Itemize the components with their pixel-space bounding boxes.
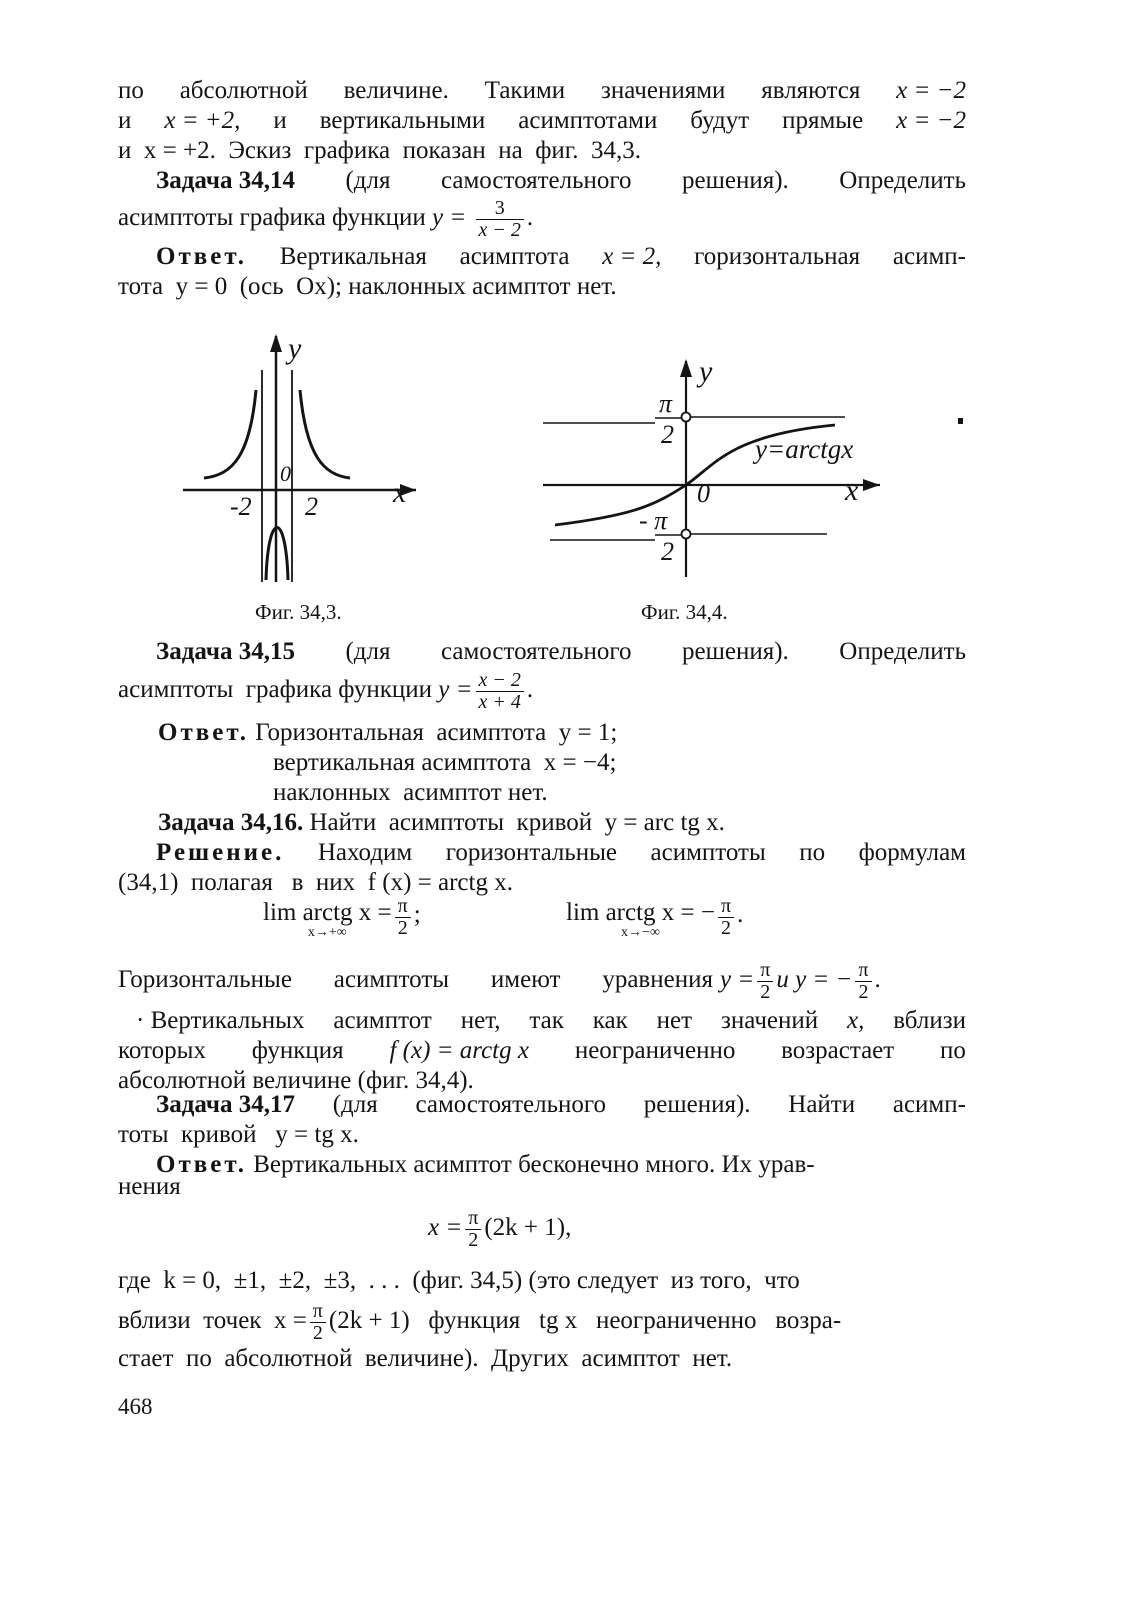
lim-main: lim arctg x = (263, 899, 392, 926)
word: асимптот (333, 1007, 432, 1034)
limits-formula (118, 895, 966, 950)
math-expression: y = (720, 966, 755, 993)
word: возрастает (781, 1037, 895, 1064)
tick-label-minus-pi: - π (639, 506, 668, 535)
numerator: π (395, 896, 411, 918)
display-formula (118, 1205, 966, 1251)
lim-block (566, 900, 715, 940)
lim-subscript: x→−∞ (621, 925, 660, 940)
answer-line (118, 718, 1006, 748)
numerator: 3 (476, 198, 524, 220)
math-expression: y = (438, 676, 473, 703)
math-expression: x = (428, 1214, 463, 1241)
word: горизонтальные (445, 839, 618, 866)
text: асимптоты графика функции (118, 204, 426, 231)
word: абсолютной (179, 77, 308, 104)
answer-label: Ответ. (156, 1151, 247, 1178)
paragraph-line: тоты кривой y = tg x. (118, 1121, 359, 1148)
equation (720, 958, 881, 1003)
x-axis-label: x (393, 476, 407, 509)
curve-label: y=arctgx (755, 434, 854, 464)
word: решения). (643, 1091, 751, 1118)
page-number: 468 (118, 1394, 153, 1419)
word: являются (761, 77, 861, 104)
math-expression: x = −2 (896, 77, 966, 104)
word: значениями (600, 77, 726, 104)
word: асимп- (892, 1091, 966, 1118)
origin-label: 0 (697, 479, 710, 508)
answer-label: Ответ. (156, 243, 247, 270)
limit-plus-infinity (263, 895, 421, 940)
numerator: π (757, 960, 773, 982)
word: нет, (460, 1007, 501, 1034)
paragraph-line (118, 106, 966, 136)
fraction (476, 198, 524, 241)
figure-caption: Фиг. 34,3. (255, 600, 342, 624)
period: . (526, 204, 534, 231)
period: . (526, 676, 534, 703)
word: Определить (839, 167, 966, 194)
fraction (465, 1208, 481, 1251)
word: как (592, 1007, 628, 1034)
denominator: 2 (312, 1321, 323, 1344)
word: формулам (858, 839, 966, 866)
word: вертикальными (319, 107, 486, 134)
word: величине. (343, 77, 449, 104)
word: функция (251, 1037, 344, 1064)
semicolon: ; (413, 901, 421, 928)
fraction (395, 896, 411, 939)
paragraph-line (118, 958, 966, 1002)
lim-main: lim arctg x = − (566, 899, 715, 926)
point-minus-pi-over-2 (682, 530, 691, 539)
text: асимптоты графика функции (118, 676, 433, 703)
figure-34-3 (178, 330, 428, 590)
period: . (737, 901, 744, 928)
solution-label: Решение. (156, 839, 285, 866)
y-axis-label: y (699, 355, 713, 388)
word: самостоятельного (440, 638, 632, 665)
denominator: 2 (760, 980, 771, 1003)
fraction (718, 896, 734, 939)
word: (для (345, 167, 391, 194)
word: самостоятельного (415, 1091, 607, 1118)
paragraph-line: (34,1) полагая в них f (x) = arctg x. (118, 869, 513, 896)
paragraph-line: и x = +2. Эскиз графика показан на фиг. 34,3. (118, 137, 641, 164)
task-heading (118, 808, 1006, 838)
origin-label: 0 (280, 461, 291, 486)
word: нет (656, 1007, 693, 1034)
paragraph-line: нения (118, 1173, 181, 1200)
denominator: x + 4 (478, 690, 521, 713)
word: асимптотами (518, 107, 658, 134)
word: Такими (484, 77, 566, 104)
fraction (310, 1301, 326, 1344)
math-expression: (2k + 1), (484, 1214, 572, 1241)
word: Горизонтальные (118, 966, 292, 993)
lim-block (263, 900, 392, 940)
math-expression: x = −2 (896, 107, 966, 134)
tick-label-2: 2 (661, 537, 674, 566)
answer-line: вертикальная асимптота x = −4; (273, 749, 617, 776)
fraction (757, 960, 773, 1003)
tick-label-minus-2: -2 (230, 492, 252, 521)
x-axis-label: x (845, 474, 859, 507)
curve-branch-right (300, 390, 350, 478)
word: неограниченно (574, 1037, 736, 1064)
math-expression: y = (432, 204, 467, 231)
task-title: Задача 34,15 (156, 638, 295, 665)
word: будут (690, 107, 750, 134)
denominator: 2 (721, 917, 732, 939)
fraction (476, 670, 524, 713)
task-heading (118, 1090, 966, 1120)
formula-x (428, 1205, 571, 1251)
y-axis-arrow-icon (680, 359, 692, 377)
numerator: π (465, 1208, 481, 1230)
paragraph-line: абсолютной величине (фиг. 34,4). (118, 1067, 474, 1094)
numerator: π (310, 1301, 326, 1323)
task-title: Задача 34,17 (156, 1091, 295, 1118)
task-title: Задача 34,16. (158, 809, 304, 836)
word: асимптоты (650, 839, 766, 866)
solution-line (118, 838, 966, 868)
word-group (118, 958, 713, 1002)
word: вблизи (893, 1007, 966, 1034)
numerator: π (718, 896, 734, 918)
y-axis-label: y (288, 332, 302, 365)
figure-caption: Фиг. 34,4. (641, 600, 728, 624)
math-expression: x = +2, (164, 107, 241, 134)
paragraph-line: тота y = 0 (ось Ox); наклонных асимптот нет. (118, 273, 617, 300)
math-expression: x, (847, 1007, 865, 1034)
paragraph-line (118, 196, 966, 240)
paragraph-line (118, 667, 966, 713)
word: асимп- (892, 243, 966, 270)
word: которых (118, 1037, 206, 1064)
period: . (874, 966, 881, 993)
paragraph-line: где k = 0, ±1, ±2, ±3, . . . (фиг. 34,5) (это следует из того, что (118, 1267, 800, 1294)
math-expression: и y = − (776, 966, 853, 993)
stray-mark (958, 418, 963, 424)
word: Определить (839, 638, 966, 665)
word: (для (332, 1091, 378, 1118)
limit-minus-infinity (566, 895, 744, 940)
word: по (799, 839, 826, 866)
math-expression: f (x) = arctg x (389, 1037, 529, 1064)
word: по (940, 1037, 966, 1064)
numerator: x − 2 (476, 670, 524, 692)
word: и (273, 107, 287, 134)
numerator: π (855, 960, 871, 982)
word: так (529, 1007, 564, 1034)
task-heading (118, 637, 966, 667)
word: (для (345, 638, 391, 665)
word: по (118, 77, 144, 104)
answer-text: Вертикальных асимптот бесконечно много. Их урав- (246, 1151, 815, 1178)
point-pi-over-2 (682, 413, 691, 422)
tick-label-2: 2 (661, 420, 674, 449)
tick-label-2: 2 (305, 492, 318, 521)
word: Вертикальная (279, 243, 427, 270)
word: значений (720, 1007, 819, 1034)
paragraph-line (118, 1036, 966, 1066)
fraction (855, 960, 871, 1003)
answer-line (118, 242, 966, 272)
word: решения). (682, 638, 789, 665)
denominator: 2 (468, 1228, 479, 1251)
y-axis-arrow-icon (270, 334, 282, 352)
tick-label-pi: π (659, 389, 673, 418)
word: имеют (490, 966, 561, 993)
paragraph-line (118, 1298, 966, 1344)
word: Находим (317, 839, 413, 866)
math-expression: x = 2, (602, 243, 662, 270)
word: · Вертикальных (136, 1007, 305, 1034)
word: горизонтальная (694, 243, 861, 270)
denominator: 2 (858, 980, 869, 1003)
text: (2k + 1) функция tg x неограниченно возра- (328, 1307, 842, 1334)
word: и (118, 107, 132, 134)
word: решения). (682, 167, 789, 194)
denominator: 2 (397, 917, 408, 939)
answer-line: наклонных асимптот нет. (273, 779, 548, 806)
word: Найти (788, 1091, 856, 1118)
answer-label: Ответ. (158, 719, 249, 746)
x-axis-arrow-icon (863, 479, 880, 491)
word: самостоятельного (440, 167, 632, 194)
word: прямые (782, 107, 864, 134)
task-heading (118, 166, 966, 196)
figure-34-4 (535, 355, 910, 580)
word: асимптоты (333, 966, 450, 993)
text: вблизи точек x = (118, 1307, 307, 1334)
paragraph-line (118, 76, 966, 106)
word: асимптота (459, 243, 570, 270)
curve-branch-left (204, 390, 256, 478)
task-text: Найти асимптоты кривой y = arc tg x. (303, 809, 725, 836)
denominator: x − 2 (478, 218, 521, 241)
task-title: Задача 34,14 (156, 167, 295, 194)
paragraph-line (118, 1006, 966, 1036)
word: уравнения (602, 966, 713, 993)
lim-subscript: x→+∞ (307, 925, 347, 940)
paragraph-line: стает по абсолютной величине). Других асимптот нет. (118, 1345, 733, 1372)
answer-text: Горизонтальная асимптота y = 1; (255, 719, 618, 746)
